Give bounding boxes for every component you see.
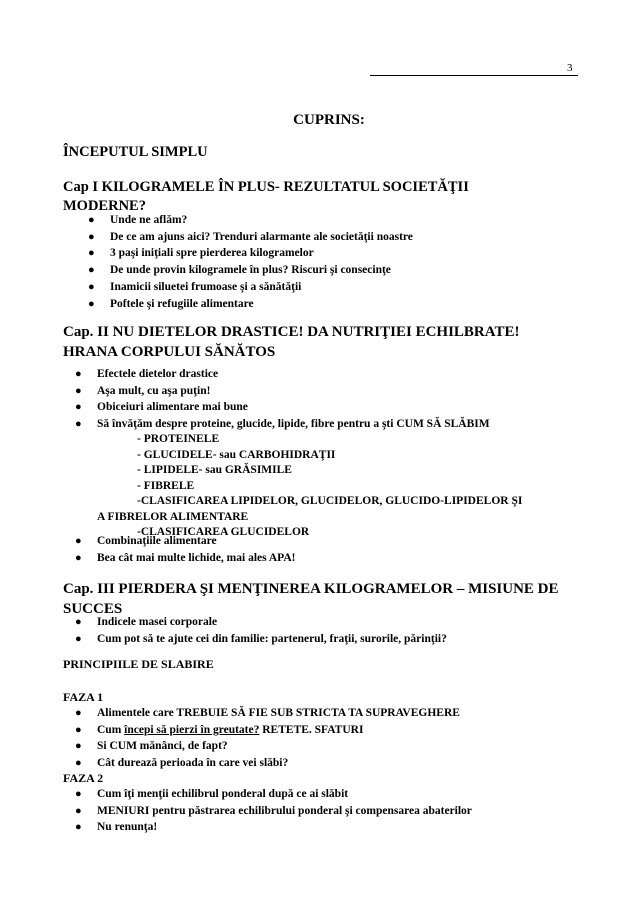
bullet-icon: ● xyxy=(75,740,82,753)
cap3-list xyxy=(75,614,447,647)
bullet-icon: ● xyxy=(75,535,82,547)
list-item: ● Poftele şi refugiile alimentare xyxy=(110,296,413,313)
bullet-icon: ● xyxy=(75,551,82,564)
page-number: 3 xyxy=(567,62,573,74)
bullet-icon: ● xyxy=(75,401,82,414)
bullet-icon: ● xyxy=(75,632,82,645)
faza2-list xyxy=(75,786,472,836)
bullet-icon: ● xyxy=(75,821,82,834)
cap1-heading xyxy=(63,178,469,216)
list-item: ● De ce am ajuns aici? Trenduri alarmante ale societăţii noastre xyxy=(110,229,413,246)
list-item: ● Unde ne aflăm? xyxy=(110,212,413,229)
list-item: ● Cum pot să te ajute cei din familie: partenerul, fraţii, surorile, părinţii? xyxy=(97,631,447,648)
sub-item-continuation: A FIBRELOR ALIMENTARE xyxy=(97,510,249,523)
faza1-heading: FAZA 1 xyxy=(63,690,104,704)
bullet-icon: ● xyxy=(88,214,95,226)
cap3-heading xyxy=(63,579,559,619)
bullet-icon: ● xyxy=(75,723,82,736)
sub-item: -CLASIFICAREA LIPIDELOR, GLUCIDELOR, GLUCIDO-LIPIDELOR ŞI xyxy=(137,495,523,507)
list-item: ● Bea cât mai multe lichide, mai ales APA! xyxy=(97,550,295,567)
cap2-heading-line1: Cap. II NU DIETELOR DRASTICE! DA NUTRIŢIEI ECHILBRATE! xyxy=(63,324,520,340)
list-item: ● Inamicii siluetei frumoase şi a sănătăţii xyxy=(110,279,413,296)
faza1-list xyxy=(75,705,460,772)
bullet-icon: ● xyxy=(75,757,82,770)
list-item: ● Aşa mult, cu aşa puţin! xyxy=(97,383,490,400)
list-item: ● Nu renunţa! xyxy=(97,819,472,836)
cap3-heading-line2: SUCCES xyxy=(63,601,123,617)
sub-item: - FIBRELE xyxy=(137,479,195,492)
bullet-icon: ● xyxy=(88,230,95,243)
bullet-icon: ● xyxy=(75,368,82,380)
cap1-heading-line1: Cap I KILOGRAMELE ÎN PLUS- REZULTATUL SOCIETĂŢII xyxy=(63,179,469,195)
cap1-heading-line2: MODERNE? xyxy=(63,198,146,214)
bullet-icon: ● xyxy=(75,788,82,800)
page-title: CUPRINS: xyxy=(293,112,365,128)
bullet-icon: ● xyxy=(75,616,82,628)
sub-item: - LIPIDELE- sau GRĂSIMILE xyxy=(137,464,292,476)
list-item: ● Cum îţi menţii echilibrul ponderal după ce ai slăbit xyxy=(97,786,472,803)
list-item: ● MENIURI pentru păstrarea echilibrului ponderal şi compensarea abaterilor xyxy=(97,803,472,820)
faza2-heading: FAZA 2 xyxy=(63,771,104,785)
list-item: ● Să învăţăm despre proteine, glucide, lipide, fibre pentru a şti CUM SĂ SLĂBIM xyxy=(97,416,490,433)
list-item: ● De unde provin kilogramele în plus? Riscuri şi consecinţe xyxy=(110,262,413,279)
list-item: ● Combinaţiile alimentare xyxy=(97,533,295,550)
bullet-icon: ● xyxy=(75,384,82,397)
cap2-list-after xyxy=(75,533,296,566)
list-item: ● Obiceiuri alimentare mai bune xyxy=(97,399,490,416)
list-item: ● Efectele dietelor drastice xyxy=(97,366,490,383)
list-item: ● 3 paşi iniţiali spre pierderea kilogramelor xyxy=(110,245,413,262)
sub-item: - GLUCIDELE- sau CARBOHIDRAŢII xyxy=(137,448,336,461)
cap1-list xyxy=(88,212,413,312)
bullet-icon: ● xyxy=(88,280,95,293)
intro-heading: ÎNCEPUTUL SIMPLU xyxy=(63,144,208,160)
bullet-icon: ● xyxy=(88,297,95,310)
list-item: ● Si CUM mănânci, de fapt? xyxy=(97,738,460,755)
cap2-heading xyxy=(63,322,520,362)
list-item: ● Indicele masei corporale xyxy=(97,614,447,631)
bullet-icon: ● xyxy=(75,804,82,817)
list-item: ● Cât durează perioada în care vei slăbi? xyxy=(97,755,460,772)
page-number-rule xyxy=(370,75,578,76)
underlined-text: începi să pierzi în greutate? xyxy=(124,723,260,736)
cap3-heading-line1: Cap. III PIERDERA ŞI MENŢINEREA KILOGRAMELOR – MISIUNE DE xyxy=(63,581,559,597)
cap2-list xyxy=(75,366,490,433)
cap2-heading-line2: HRANA CORPULUI SĂNĂTOS xyxy=(63,344,276,360)
cap2-sublist xyxy=(97,432,523,541)
bullet-icon: ● xyxy=(75,418,82,431)
bullet-icon: ● xyxy=(75,707,82,719)
sub-item: - PROTEINELE xyxy=(137,433,220,445)
bullet-icon: ● xyxy=(88,264,95,277)
list-item: ● Alimentele care TREBUIE SĂ FIE SUB STRICTA TA SUPRAVEGHERE xyxy=(97,705,460,722)
sub-item: -CLASIFICAREA GLUCIDELOR xyxy=(137,526,310,538)
principii-heading: PRINCIPIILE DE SLABIRE xyxy=(63,657,214,671)
list-item: ● Cum începi să pierzi în greutate? RETETE. SFATURI xyxy=(97,722,460,739)
bullet-icon: ● xyxy=(88,247,95,260)
